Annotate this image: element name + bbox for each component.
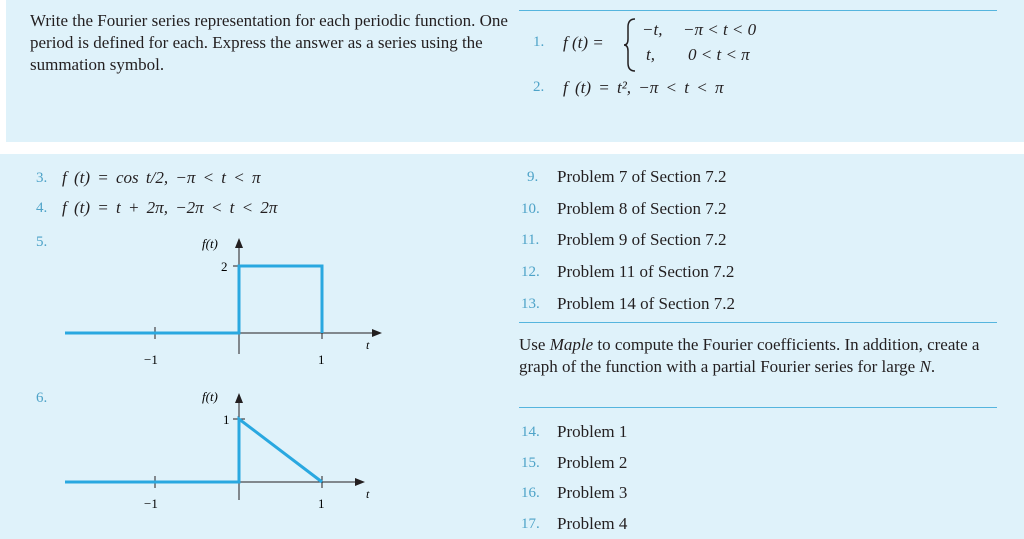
x-tick-label-pos: 1 bbox=[318, 496, 325, 511]
problem-text: f (t) = cos t/2, −π < t < π bbox=[62, 168, 261, 187]
case-1-expr: −t, bbox=[642, 20, 663, 39]
brace-icon bbox=[623, 17, 637, 73]
problem-number: 15. bbox=[521, 455, 540, 471]
problem-text: Problem 14 of Section 7.2 bbox=[557, 294, 736, 313]
y-axis-label: f(t) bbox=[202, 389, 218, 404]
problem-number: 9. bbox=[527, 169, 539, 185]
problem-text: Problem 11 of Section 7.2 bbox=[557, 262, 735, 281]
problem-number: 13. bbox=[521, 296, 540, 312]
x-axis-arrow-icon bbox=[355, 478, 365, 486]
x-axis-label: t bbox=[366, 338, 370, 352]
x-tick-label-neg: −1 bbox=[144, 352, 158, 367]
problem-number: 14. bbox=[521, 424, 540, 440]
maple-instructions: Use Maple to compute the Fourier coefficients. In addition, create a graph of the function with a partial Fourier series for large N. bbox=[519, 335, 980, 376]
case-1-cond: −π < t < 0 bbox=[683, 20, 757, 39]
problem-text: Problem 1 bbox=[557, 422, 628, 441]
problem-5-number: 5. bbox=[36, 234, 48, 250]
x-axis-label: t bbox=[366, 487, 370, 501]
problem-number: 12. bbox=[521, 264, 540, 280]
graph-6-curve bbox=[65, 419, 322, 482]
y-tick-label: 2 bbox=[221, 259, 228, 274]
problem-1-lhs: f (t) = bbox=[563, 33, 604, 52]
problem-number: 10. bbox=[521, 201, 540, 217]
graph-6 bbox=[0, 0, 400, 539]
problem-text: Problem 3 bbox=[557, 483, 628, 502]
y-axis-label: f(t) bbox=[202, 236, 218, 251]
problem-number: 11. bbox=[521, 232, 540, 248]
problem-number: 2. bbox=[533, 79, 545, 95]
instructions-text: Write the Fourier series representation for each periodic function. One period is defined for each. Express the answer as a series using the summation symbol. bbox=[30, 11, 508, 74]
problem-number: 17. bbox=[521, 516, 540, 532]
case-2-expr: t, bbox=[646, 45, 655, 64]
x-tick-label-pos: 1 bbox=[318, 352, 325, 367]
problem-number: 4. bbox=[36, 200, 48, 216]
problem-text: Problem 2 bbox=[557, 453, 628, 472]
y-tick-label: 1 bbox=[223, 412, 230, 427]
problem-text: Problem 8 of Section 7.2 bbox=[557, 199, 727, 218]
maple-bottom-rule bbox=[519, 407, 997, 408]
problem-number: 3. bbox=[36, 170, 48, 186]
problem-number: 16. bbox=[521, 485, 540, 501]
case-2-cond: 0 < t < π bbox=[688, 45, 750, 64]
problem-text: Problem 4 bbox=[557, 514, 628, 533]
problem-text: f (t) = t², −π < t < π bbox=[563, 78, 724, 97]
problem-text: Problem 9 of Section 7.2 bbox=[557, 230, 727, 249]
maple-word: Maple bbox=[549, 335, 594, 354]
maple-top-rule bbox=[519, 322, 997, 323]
problem-text: f (t) = t + 2π, −2π < t < 2π bbox=[62, 198, 278, 217]
problem-6-number: 6. bbox=[36, 390, 48, 406]
x-tick-label-neg: −1 bbox=[144, 496, 158, 511]
top-rule bbox=[519, 10, 997, 11]
problem-number: 1. bbox=[533, 34, 545, 50]
problem-text: Problem 7 of Section 7.2 bbox=[557, 167, 727, 186]
y-axis-arrow-icon bbox=[235, 393, 243, 403]
